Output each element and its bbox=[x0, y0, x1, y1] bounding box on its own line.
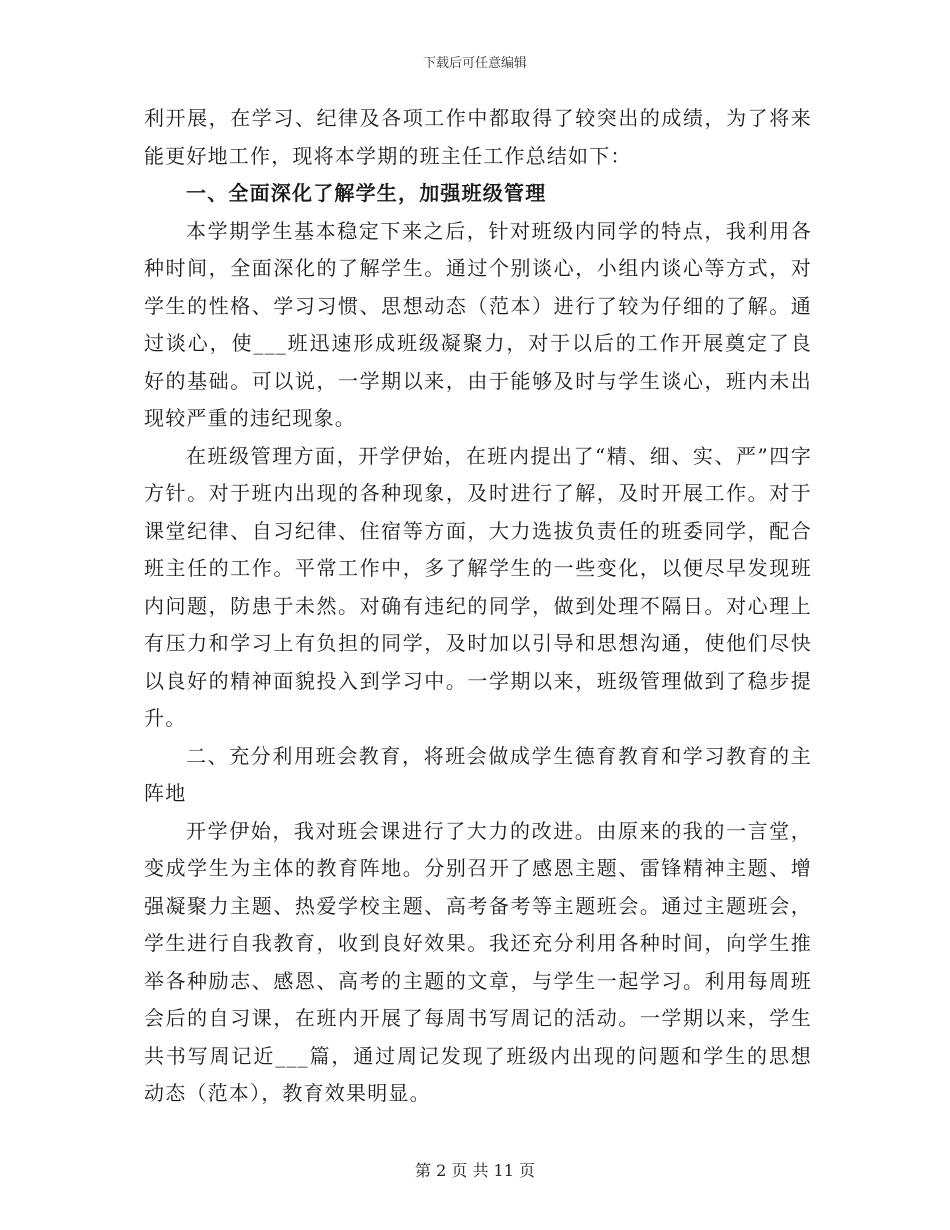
section-2-paragraph-1: 开学伊始，我对班会课进行了大力的改进。由原来的我的一言堂，变成学生为主体的教育阵地。分别召开了感恩主题、雷锋精神主题、增强凝聚力主题、热爱学校主题、高考备考等主题班会。通过主题班会，学生进行自我教育，收到良好效果。我还充分利用各种时间，向学生推举各种励志、感恩、高考的主题的文章，与学生一起学习。利用每周班会后的自习课，在班内开展了每周书写周记的活动。一学期以来，学生共书写周记近___篇，通过周记发现了班级内出现的问题和学生的思想动态（范本），教育效果明显。 bbox=[144, 818, 812, 1105]
intro-paragraph: 利开展，在学习、纪律及各项工作中都取得了较突出的成绩，为了将来能更好地工作，现将本学期的班主任工作总结如下： bbox=[144, 106, 812, 168]
section-1-paragraph-1: 本学期学生基本稳定下来之后，针对班级内同学的特点，我利用各种时间，全面深化的了解学生。通过个别谈心，小组内谈心等方式，对学生的性格、学习习惯、思想动态（范本）进行了较为仔细的了解。通过谈心，使___班迅速形成班级凝聚力，对于以后的工作开展奠定了良好的基础。可以说，一学期以来，由于能够及时与学生谈心，班内未出现较严重的违纪现象。 bbox=[144, 218, 812, 430]
section-heading-2: 二、充分利用班会教育，将班会做成学生德育教育和学习教育的主阵地 bbox=[144, 743, 812, 805]
section-heading-1: 一、全面深化了解学生，加强班级管理 bbox=[186, 181, 547, 205]
section-1-paragraph-2: 在班级管理方面，开学伊始，在班内提出了“精、细、实、严”四字方针。对于班内出现的各种现象，及时进行了解，及时开展工作。对于课堂纪律、自习纪律、住宿等方面，大力选拔负责任的班委同学，配合班主任的工作。平常工作中，多了解学生的一些变化，以便尽早发现班内问题，防患于未然。对确有违纪的同学，做到处理不隔日。对心理上有压力和学习上有负担的同学，及时加以引导和思想沟通，使他们尽快以良好的精神面貌投入到学习中。一学期以来，班级管理做到了稳步提升。 bbox=[144, 443, 812, 730]
document-body bbox=[144, 100, 812, 1113]
page-header-note: 下载后可任意编辑 bbox=[422, 56, 527, 71]
page-number-footer: 第 2 页 共 11 页 bbox=[415, 1161, 535, 1180]
